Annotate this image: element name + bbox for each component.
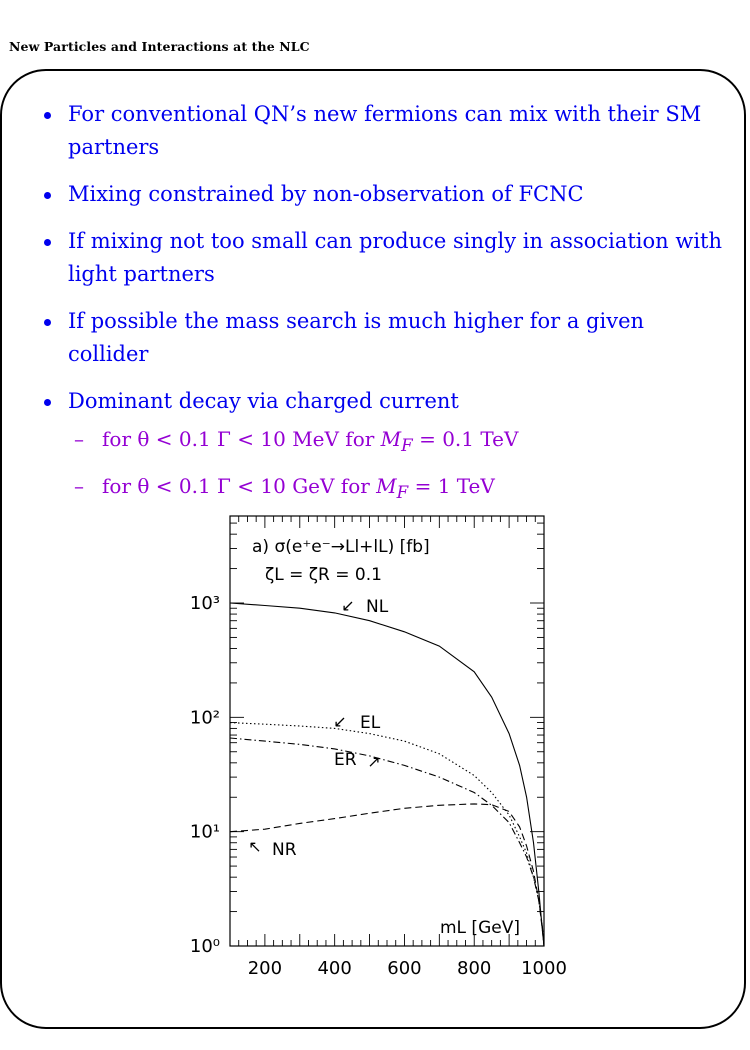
annotation-label: NR (272, 840, 297, 860)
annotation-arrow-icon: ↗ (367, 752, 381, 771)
sub-bullet-item (74, 469, 730, 510)
y-tick-label: 10² (189, 707, 220, 729)
annotation-arrow-icon: ↙ (333, 712, 347, 731)
y-tick-label: 10³ (189, 593, 220, 614)
y-tick-label: 10⁰ (189, 936, 220, 957)
bullet-text: Mixing constrained by non-observation of FCNC (68, 182, 584, 206)
bullet-item (40, 178, 730, 211)
running-header: New Particles and Interactions at the NLC (9, 39, 310, 54)
bullet-list (40, 98, 730, 516)
bullet-item (40, 385, 730, 510)
bullet-dot-icon (44, 112, 51, 119)
series-line-EL (230, 723, 544, 946)
dash-icon: – (74, 474, 84, 498)
chart-title: a) σ(e⁺e⁻→Ll+lL) [fb] (252, 537, 430, 557)
sub-bullet-varsub: F (401, 436, 413, 455)
bullet-item (40, 305, 730, 371)
annotation-label: NL (366, 597, 389, 617)
chart-subtitle: ζL = ζR = 0.1 (265, 565, 382, 585)
x-tick-label: 800 (457, 958, 492, 979)
bullet-item (40, 225, 730, 291)
bullet-dot-icon (44, 192, 51, 199)
x-axis-label: mL [GeV] (440, 918, 520, 938)
series-line-NL (230, 603, 544, 946)
x-tick-label: 400 (317, 958, 352, 979)
dash-icon: – (74, 427, 84, 451)
sub-bullet-var: M (380, 427, 402, 451)
bullet-dot-icon (44, 399, 51, 406)
bullet-dot-icon (44, 319, 51, 326)
x-tick-label: 200 (247, 958, 283, 979)
sub-bullet-item (74, 422, 730, 463)
bullet-dot-icon (44, 239, 51, 246)
annotation-arrow-icon: ↙ (341, 596, 355, 615)
bullet-text: If possible the mass search is much higher for a given collider (68, 309, 645, 366)
cross-section-chart (170, 505, 590, 990)
sub-bullet-list (74, 422, 730, 510)
sub-bullet-var: M (376, 474, 397, 498)
y-tick-label: 10¹ (189, 821, 220, 843)
annotation-label: EL (360, 713, 381, 733)
bullet-text: For conventional QN’s new fermions can mix with their SM partners (68, 102, 702, 159)
bullet-text: If mixing not too small can produce singly in association with light partners (68, 229, 723, 286)
sub-bullet-pre: for θ < 0.1 Γ < 10 GeV for (102, 474, 377, 498)
x-tick-label: 1000 (521, 958, 567, 979)
sub-bullet-varsub: F (396, 483, 409, 502)
x-tick-label: 600 (387, 958, 422, 979)
sub-bullet-post: = 1 TeV (408, 474, 495, 498)
bullet-text: Dominant decay via charged current (68, 389, 459, 413)
bullet-item (40, 98, 730, 164)
annotation-label: ER (334, 750, 357, 770)
annotation-arrow-icon: ↖ (248, 837, 262, 856)
sub-bullet-post: = 0.1 TeV (412, 427, 519, 451)
sub-bullet-pre: for θ < 0.1 Γ < 10 MeV for (102, 427, 381, 451)
